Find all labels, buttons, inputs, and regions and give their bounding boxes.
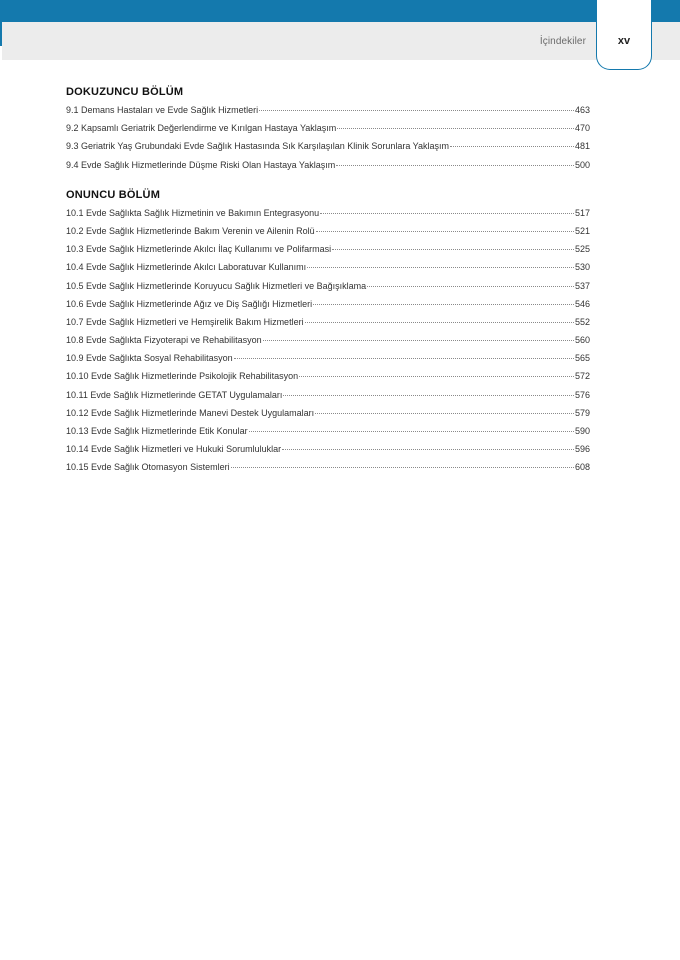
toc-entry-title: 10.7 Evde Sağlık Hizmetleri ve Hemşirelik Bakım Hizmetleri bbox=[66, 316, 304, 327]
toc-entry-page: 470 bbox=[574, 123, 590, 134]
running-header-label: İçindekiler bbox=[539, 36, 586, 47]
dot-leader bbox=[307, 267, 574, 268]
toc-entry-title: 10.2 Evde Sağlık Hizmetlerinde Bakım Verenin ve Ailenin Rolü bbox=[66, 225, 315, 236]
dot-leader bbox=[367, 286, 574, 287]
dot-leader bbox=[337, 128, 574, 129]
toc-entry[interactable] bbox=[66, 390, 590, 408]
chapter-heading: ONUNCU BÖLÜM bbox=[66, 188, 161, 201]
toc-entry[interactable] bbox=[66, 444, 590, 462]
toc-entry-page: 565 bbox=[574, 353, 590, 364]
toc-entry[interactable] bbox=[66, 408, 590, 426]
toc-entry-page: 560 bbox=[574, 335, 590, 346]
toc-entry-title: 10.5 Evde Sağlık Hizmetlerinde Koruyucu Sağlık Hizmetleri ve Bağışıklama bbox=[66, 280, 367, 291]
page-number-tab bbox=[596, 0, 652, 70]
toc-entry-page: 500 bbox=[574, 159, 590, 170]
toc-entry-page: 579 bbox=[574, 407, 590, 418]
toc-entry-page: 576 bbox=[574, 389, 590, 400]
table-of-contents bbox=[66, 86, 590, 481]
toc-entry-page: 525 bbox=[574, 244, 590, 255]
toc-entry[interactable] bbox=[66, 244, 590, 262]
toc-entry-page: 572 bbox=[574, 371, 590, 382]
dot-leader bbox=[282, 449, 574, 450]
toc-entry[interactable] bbox=[66, 141, 590, 159]
toc-entry-page: 608 bbox=[574, 462, 590, 473]
toc-entry-title: 9.4 Evde Sağlık Hizmetlerinde Düşme Riski Olan Hastaya Yaklaşım bbox=[66, 159, 336, 170]
dot-leader bbox=[234, 358, 574, 359]
dot-leader bbox=[299, 376, 574, 377]
toc-entry[interactable] bbox=[66, 335, 590, 353]
toc-entry[interactable] bbox=[66, 371, 590, 389]
toc-entry[interactable] bbox=[66, 353, 590, 371]
toc-entry-page: 596 bbox=[574, 444, 590, 455]
toc-entry[interactable] bbox=[66, 105, 590, 123]
dot-leader bbox=[283, 395, 574, 396]
dot-leader bbox=[336, 165, 574, 166]
toc-entry[interactable] bbox=[66, 281, 590, 299]
toc-entry-page: 590 bbox=[574, 426, 590, 436]
header-top-band bbox=[0, 0, 680, 22]
toc-entry-page: 481 bbox=[574, 141, 590, 152]
toc-entry[interactable] bbox=[66, 123, 590, 141]
chapter-heading: DOKUZUNCU BÖLÜM bbox=[66, 86, 184, 98]
toc-entry[interactable] bbox=[66, 226, 590, 244]
dot-leader bbox=[231, 467, 574, 468]
dot-leader bbox=[450, 146, 574, 147]
toc-entry[interactable] bbox=[66, 208, 590, 226]
toc-entry-title: 10.1 Evde Sağlıkta Sağlık Hizmetinin ve Bakımın Entegrasyonu bbox=[66, 207, 320, 218]
toc-entry-page: 552 bbox=[574, 316, 590, 327]
toc-entry[interactable] bbox=[66, 160, 590, 178]
dot-leader bbox=[313, 304, 574, 305]
toc-entry-title: 10.6 Evde Sağlık Hizmetlerinde Ağız ve Diş Sağlığı Hizmetleri bbox=[66, 298, 313, 309]
toc-entry-page: 517 bbox=[574, 207, 590, 218]
toc-entry-page: 546 bbox=[574, 298, 590, 309]
toc-entry-title: 10.15 Evde Sağlık Otomasyon Sistemleri bbox=[66, 462, 230, 473]
toc-entry-page: 463 bbox=[574, 105, 590, 115]
toc-entry-title: 10.10 Evde Sağlık Hizmetlerinde Psikolojik Rehabilitasyon bbox=[66, 371, 299, 382]
dot-leader bbox=[315, 413, 574, 414]
dot-leader bbox=[259, 110, 574, 111]
toc-entry-title: 9.3 Geriatrik Yaş Grubundaki Evde Sağlık Hastasında Sık Karşılaşılan Klinik Sorunlara Yaklaşım bbox=[66, 141, 450, 152]
dot-leader bbox=[316, 231, 574, 232]
toc-entry[interactable] bbox=[66, 462, 590, 480]
toc-entry[interactable] bbox=[66, 317, 590, 335]
toc-entry-title: 9.1 Demans Hastaları ve Evde Sağlık Hizmetleri bbox=[66, 105, 259, 115]
toc-entry-page: 530 bbox=[574, 262, 590, 273]
toc-entry-title: 9.2 Kapsamlı Geriatrik Değerlendirme ve Kırılgan Hastaya Yaklaşım bbox=[66, 123, 337, 134]
dot-leader bbox=[249, 431, 574, 432]
header-left-edge bbox=[0, 22, 2, 46]
toc-entry[interactable] bbox=[66, 426, 590, 444]
toc-entry-page: 537 bbox=[574, 280, 590, 291]
toc-entry-title: 10.8 Evde Sağlıkta Fizyoterapi ve Rehabilitasyon bbox=[66, 335, 262, 346]
toc-entry-title: 10.13 Evde Sağlık Hizmetlerinde Etik Konular bbox=[66, 426, 248, 436]
toc-entry-title: 10.9 Evde Sağlıkta Sosyal Rehabilitasyon bbox=[66, 353, 233, 364]
toc-entry-page: 521 bbox=[574, 225, 590, 236]
dot-leader bbox=[305, 322, 574, 323]
page-number: xv bbox=[617, 35, 631, 47]
toc-entry[interactable] bbox=[66, 299, 590, 317]
toc-entry-title: 10.14 Evde Sağlık Hizmetleri ve Hukuki Sorumluluklar bbox=[66, 444, 282, 455]
dot-leader bbox=[320, 213, 574, 214]
toc-entry-title: 10.12 Evde Sağlık Hizmetlerinde Manevi Destek Uygulamaları bbox=[66, 407, 315, 418]
dot-leader bbox=[263, 340, 574, 341]
toc-entry-title: 10.4 Evde Sağlık Hizmetlerinde Akılcı Laboratuvar Kullanımı bbox=[66, 262, 307, 273]
toc-entry-title: 10.11 Evde Sağlık Hizmetlerinde GETAT Uygulamaları bbox=[66, 389, 283, 400]
toc-entry-title: 10.3 Evde Sağlık Hizmetlerinde Akılcı İlaç Kullanımı ve Polifarmasi bbox=[66, 244, 332, 255]
toc-entry[interactable] bbox=[66, 262, 590, 280]
dot-leader bbox=[332, 249, 574, 250]
